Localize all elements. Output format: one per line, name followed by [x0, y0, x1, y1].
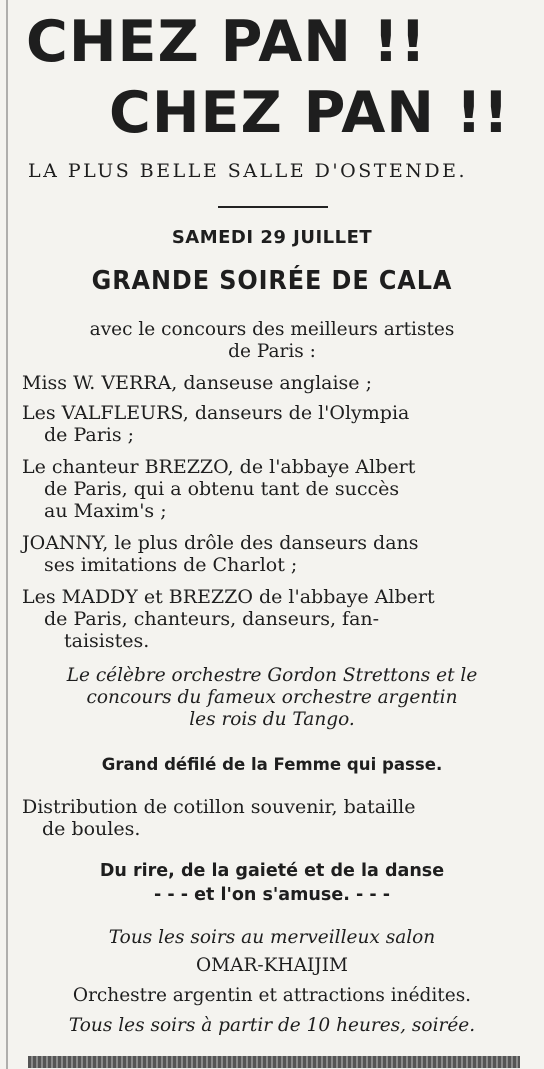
- orchestra-line: Le célèbre orchestre Gordon Strettons et le: [66, 664, 478, 686]
- artist-line: JOANNY, le plus drôle des danseurs dans: [22, 532, 419, 554]
- orchestra-line: les rois du Tango.: [189, 708, 355, 730]
- fun-line: Du rire, de la gaieté et de la danse: [99, 860, 445, 881]
- artist-line: Les MADDY et BREZZO de l'abbaye Albert: [22, 586, 435, 608]
- salon-line: Tous les soirs à partir de 10 heures, soirée.: [68, 1014, 476, 1036]
- event-name: GRANDE SOIRÉE DE CALA: [91, 266, 453, 296]
- distribution-line: de boules.: [42, 818, 141, 840]
- scan-edge: [6, 0, 8, 1069]
- salon-line: Tous les soirs au merveilleux salon: [108, 926, 436, 948]
- footer-border: [28, 1056, 520, 1068]
- artist-line: de Paris, chanteurs, danseurs, fan-: [44, 608, 380, 630]
- fun-line: - - - et l'on s'amuse. - - -: [153, 884, 391, 905]
- artist-line: Le chanteur BREZZO, de l'abbaye Albert: [22, 456, 416, 478]
- headline-line-1: CHEZ PAN !!: [26, 9, 427, 75]
- event-date: SAMEDI 29 JUILLET: [171, 227, 373, 248]
- artist-line: de Paris ;: [44, 424, 135, 446]
- artist-line: Les VALFLEURS, danseurs de l'Olympia: [22, 402, 410, 424]
- divider-rule: [218, 206, 328, 208]
- parade-line: Grand défilé de la Femme qui passe.: [101, 755, 443, 775]
- artist-line: au Maxim's ;: [44, 500, 167, 522]
- distribution-line: Distribution de cotillon souvenir, bataille: [22, 796, 416, 818]
- artist-line: Miss W. VERRA, danseuse anglaise ;: [22, 372, 372, 394]
- headline-line-2: CHEZ PAN !!: [109, 80, 510, 146]
- subtitle: LA PLUS BELLE SALLE D'OSTENDE.: [28, 160, 468, 182]
- salon-name: OMAR-KHAIJIM: [195, 954, 348, 976]
- intro-line: de Paris :: [228, 340, 316, 362]
- intro-line: avec le concours des meilleurs artistes: [89, 318, 455, 340]
- artist-line: de Paris, qui a obtenu tant de succès: [44, 478, 400, 500]
- artist-line: taisistes.: [64, 630, 150, 652]
- salon-line: Orchestre argentin et attractions inédites.: [72, 984, 472, 1006]
- artist-line: ses imitations de Charlot ;: [44, 554, 298, 576]
- orchestra-line: concours du fameux orchestre argentin: [86, 686, 458, 708]
